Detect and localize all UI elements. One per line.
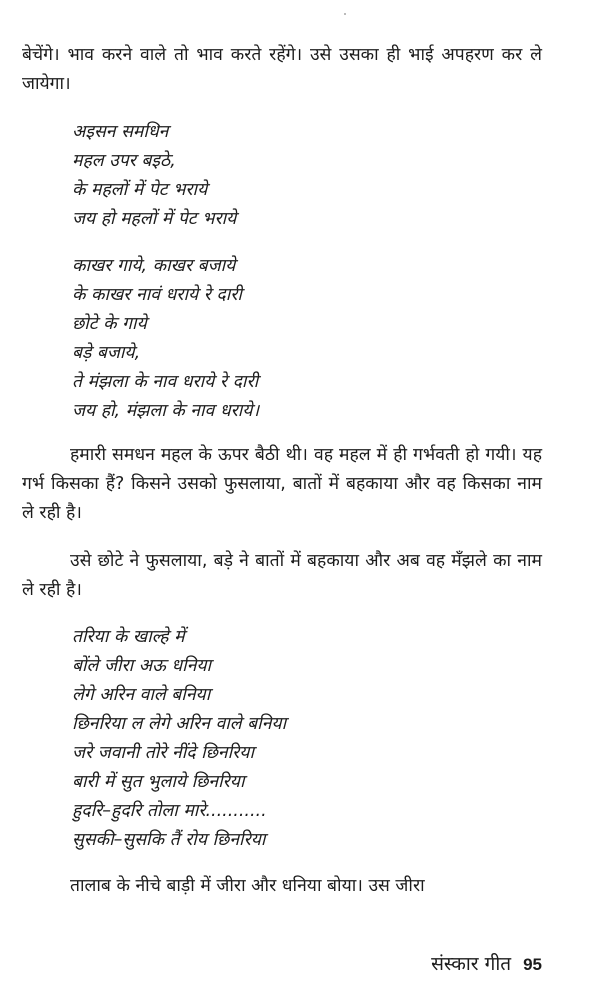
verse-line: के काखर नावं धराये रे दारी: [72, 285, 242, 305]
print-speck: [344, 13, 346, 15]
paragraph-continuation: बेचेंगे। भाव करने वाले तो भाव करते रहेंगे। उसे उसका ही भाई अपहरण कर ले जायेगा।: [22, 45, 542, 94]
running-title: संस्कार गीत: [431, 953, 512, 975]
verse-line: काखर गाये, काखर बजाये: [72, 256, 236, 276]
verse-line: जरे जवानी तोरे नींदे छिनरिया: [72, 743, 254, 763]
verse-line: तरिया के खाल्हे में: [72, 627, 185, 647]
verse-line: लेगे अरिन वाले बनिया: [72, 685, 211, 705]
verse-line: बोंले जीरा अऊ धनिया: [72, 656, 212, 676]
verse-stanza-3: [72, 623, 286, 855]
paragraph-explanation-1: हमारी समधन महल के ऊपर बैठी थी। वह महल में ही गर्भवती हो गयी। यह गर्भ किसका हैं? किसने उसको फुसलाया, बातों में बहकाया और वह किसका नाम ले रही है।: [22, 445, 542, 523]
verse-line: जय हो, मंझला के नाव धराये।: [72, 401, 260, 421]
verse-line: महल उपर बइठे,: [72, 151, 176, 171]
verse-line: सुसकी–सुसकि तैं रोय छिनरिया: [72, 830, 266, 850]
verse-line: ते मंझला के नाव धराये रे दारी: [72, 372, 259, 392]
verse-line: हुदरि–हुदरि तोला मारे...........: [72, 801, 267, 821]
verse-line: छिनरिया ल लेगे अरिन वाले बनिया: [72, 714, 287, 734]
verse-line: के महलों में पेट भराये: [72, 180, 208, 200]
verse-stanza-2: [72, 252, 259, 426]
verse-line: जय हो महलों में पेट भराये: [72, 209, 237, 229]
paragraph-explanation-3: तालाब के नीचे बाड़ी में जीरा और धनिया बोया। उस जीरा: [70, 876, 425, 896]
verse-line: बड़े बजाये,: [72, 343, 141, 363]
verse-line: बारी में सुत भुलाये छिनरिया: [72, 772, 245, 792]
paragraph-explanation-2: उसे छोटे ने फुसलाया, बड़े ने बातों में बहकाया और अब वह मँझले का नाम ले रही है।: [22, 551, 542, 600]
page-number: 95: [523, 955, 542, 974]
page-footer: [431, 952, 542, 977]
verse-line: छोटे के गाये: [72, 314, 147, 334]
verse-line: अइसन समधिन: [72, 122, 169, 142]
verse-stanza-1: [72, 118, 236, 234]
